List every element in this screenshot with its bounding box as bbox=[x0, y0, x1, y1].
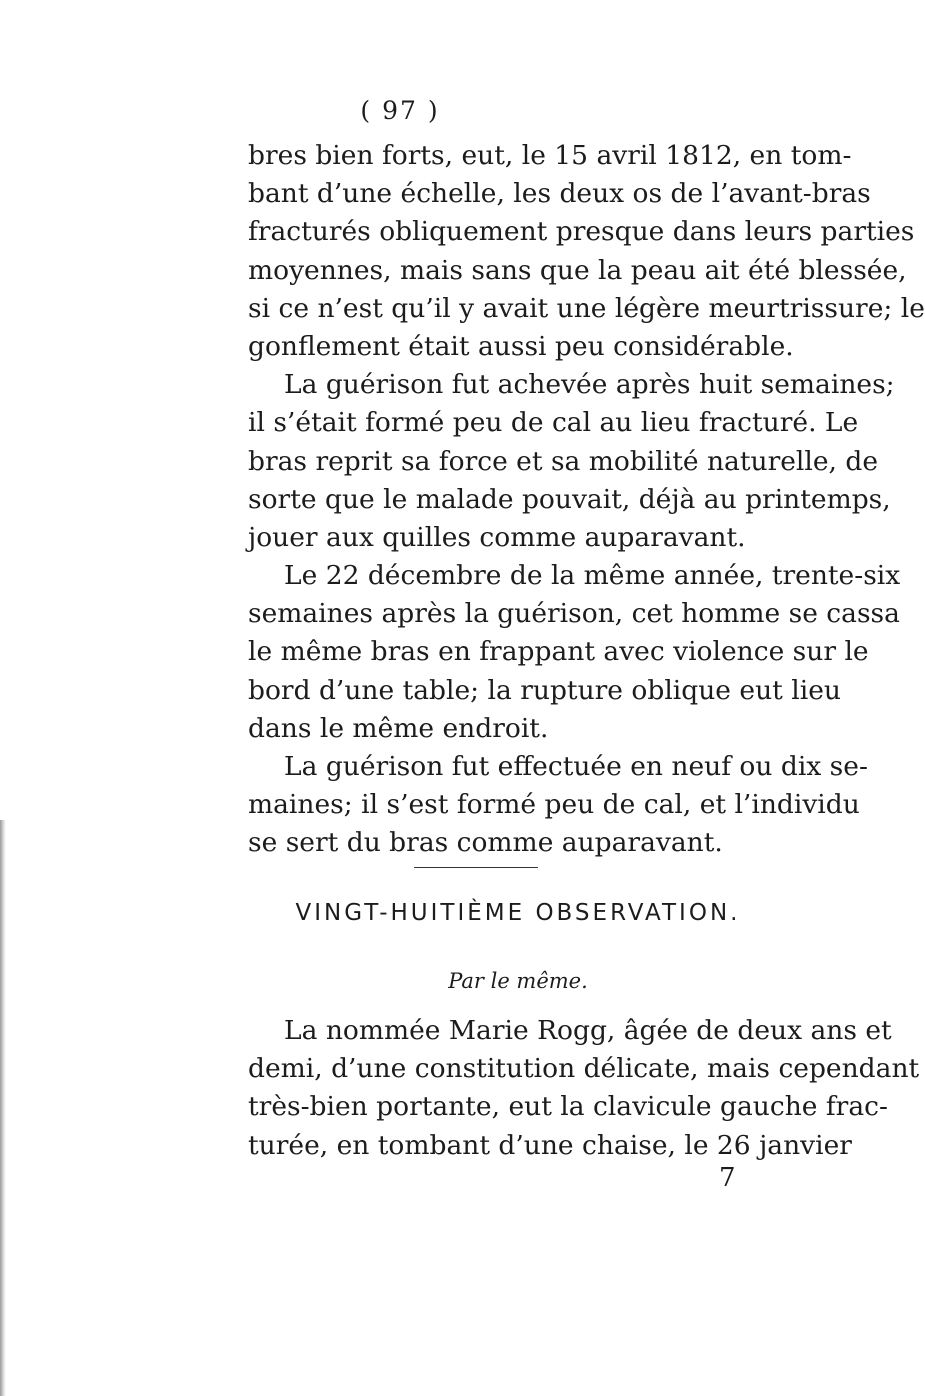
text-line: semaines après la guérison, cet homme se cassa bbox=[248, 598, 900, 630]
section-title: VINGT-HUITIÈME OBSERVATION. bbox=[295, 900, 741, 926]
text-line: La nommée Marie Rogg, âgée de deux ans et bbox=[284, 1015, 892, 1046]
signature-mark: 7 bbox=[719, 1163, 736, 1193]
page-number: ( 97 ) bbox=[360, 96, 440, 125]
text-line: dans le même endroit. bbox=[248, 712, 549, 744]
text-line: La guérison fut effectuée en neuf ou dix se- bbox=[284, 751, 868, 782]
text-line: bras reprit sa force et sa mobilité naturelle, de bbox=[248, 445, 879, 477]
text-line: bres bien forts, eut, le 15 avril 1812, en tom- bbox=[248, 140, 852, 171]
text-line: maines; il s’est formé peu de cal, et l’individu bbox=[248, 789, 860, 821]
text-block-bottom bbox=[248, 1012, 920, 1165]
text-line: jouer aux quilles comme auparavant. bbox=[248, 521, 746, 553]
text-block-top bbox=[248, 137, 925, 863]
section-divider bbox=[414, 867, 538, 868]
text-line: très-bien portante, eut la clavicule gauche frac- bbox=[248, 1091, 888, 1123]
text-line: bant d’une échelle, les deux os de l’avant-bras bbox=[248, 178, 871, 210]
text-line: le même bras en frappant avec violence sur le bbox=[248, 636, 869, 668]
text-line: si ce n’est qu’il y avait une légère meurtrissure; le bbox=[248, 292, 925, 324]
text-line: il s’était formé peu de cal au lieu fracturé. Le bbox=[248, 407, 859, 439]
text-line: turée, en tombant d’une chaise, le 26 janvier bbox=[248, 1129, 852, 1161]
text-line: gonflement était aussi peu considérable. bbox=[248, 330, 794, 362]
page-edge-shadow bbox=[0, 820, 6, 1396]
text-line: sorte que le malade pouvait, déjà au printemps, bbox=[248, 483, 891, 515]
text-line: se sert du bras comme auparavant. bbox=[248, 827, 723, 859]
section-byline: Par le même. bbox=[448, 969, 588, 993]
text-line: moyennes, mais sans que la peau ait été blessée, bbox=[248, 254, 907, 286]
text-line: Le 22 décembre de la même année, trente-six bbox=[284, 560, 901, 592]
text-line: demi, d’une constitution délicate, mais cependant bbox=[248, 1053, 920, 1085]
text-line: La guérison fut achevée après huit semaines; bbox=[284, 369, 895, 401]
text-line: fracturés obliquement presque dans leurs parties bbox=[248, 216, 915, 248]
text-line: bord d’une table; la rupture oblique eut lieu bbox=[248, 674, 841, 706]
